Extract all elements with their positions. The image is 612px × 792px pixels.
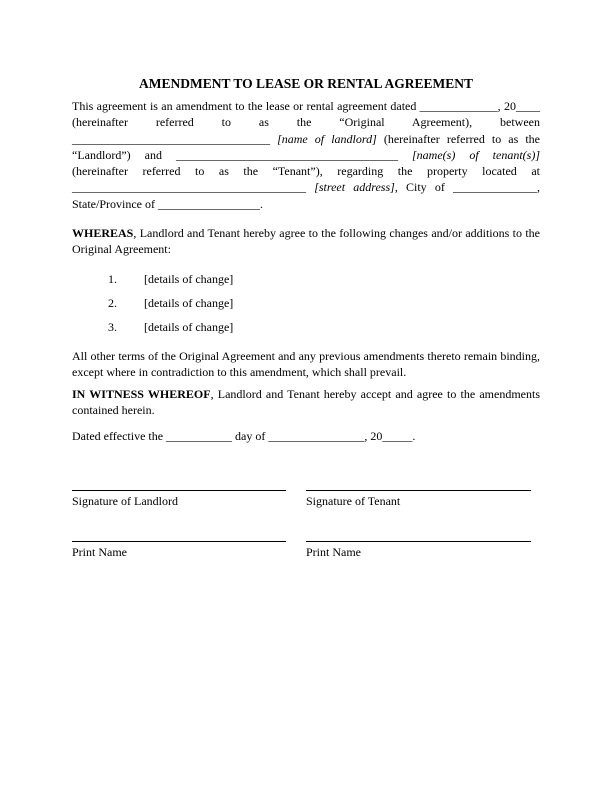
witness-paragraph — [72, 386, 540, 419]
change-details-placeholder: [details of change] — [144, 295, 234, 310]
tenant-signature-column — [306, 490, 531, 560]
change-item-3 — [108, 319, 540, 335]
change-number: 2. — [108, 295, 117, 310]
intro-paragraph — [72, 98, 540, 212]
landlord-print-name-block — [72, 541, 286, 560]
name-of-landlord-placeholder: [name of landlord] — [277, 131, 377, 146]
tenant-signature-block — [306, 490, 531, 509]
landlord-signature-block — [72, 490, 286, 509]
name-of-tenant-placeholder: [name(s) of tenant(s)] — [412, 147, 541, 162]
witness-lead: IN WITNESS WHEREOF — [72, 387, 211, 402]
change-details-placeholder: [details of change] — [144, 320, 234, 335]
intro-text-4: , City of ______________, State/Province of _________________. — [72, 180, 541, 211]
intro-text-2: (hereinafter referred to as the “Landlord”) and _____________________________________ — [72, 131, 540, 162]
change-details-placeholder: [details of change] — [144, 271, 234, 286]
document-content — [72, 76, 540, 560]
landlord-signature-column — [72, 490, 286, 560]
binding-clause-paragraph: All other terms of the Original Agreement and any previous amendments thereto remain binding, except where in contradiction to this amendment, which shall prevail. — [72, 348, 540, 379]
tenant-signature-line — [306, 490, 531, 491]
street-address-placeholder: [street address] — [314, 180, 395, 195]
tenant-signature-label: Signature of Tenant — [306, 494, 401, 509]
document-title: AMENDMENT TO LEASE OR RENTAL AGREEMENT — [139, 76, 473, 91]
intro-text-3: (hereinafter referred to as the “Tenant”), regarding the property located at _______________________________________ — [72, 164, 540, 195]
signature-section — [72, 490, 540, 560]
tenant-print-name-block — [306, 541, 531, 560]
change-number: 1. — [108, 271, 117, 286]
landlord-signature-label: Signature of Landlord — [72, 494, 178, 509]
landlord-signature-line — [72, 490, 286, 491]
tenant-print-name-label: Print Name — [306, 545, 361, 560]
whereas-lead: WHEREAS — [72, 226, 134, 241]
change-number: 3. — [108, 320, 117, 335]
whereas-text: , Landlord and Tenant hereby agree to the following changes and/or additions to the Original Agreement: — [72, 226, 540, 257]
change-item-1 — [108, 271, 540, 287]
landlord-print-name-line — [72, 541, 286, 542]
intro-text-1: This agreement is an amendment to the lease or rental agreement dated _____________, 20____ (hereinafter referred to as the “Original Agreement), between _________________________________ — [72, 99, 540, 146]
landlord-print-name-label: Print Name — [72, 545, 127, 560]
changes-list — [72, 271, 540, 336]
change-item-2 — [108, 295, 540, 311]
tenant-print-name-line — [306, 541, 531, 542]
witness-text: , Landlord and Tenant hereby accept and agree to the amendments contained herein. — [72, 387, 541, 418]
whereas-paragraph — [72, 225, 540, 258]
dated-effective-line: Dated effective the ___________ day of ________________, 20_____. — [72, 428, 416, 443]
